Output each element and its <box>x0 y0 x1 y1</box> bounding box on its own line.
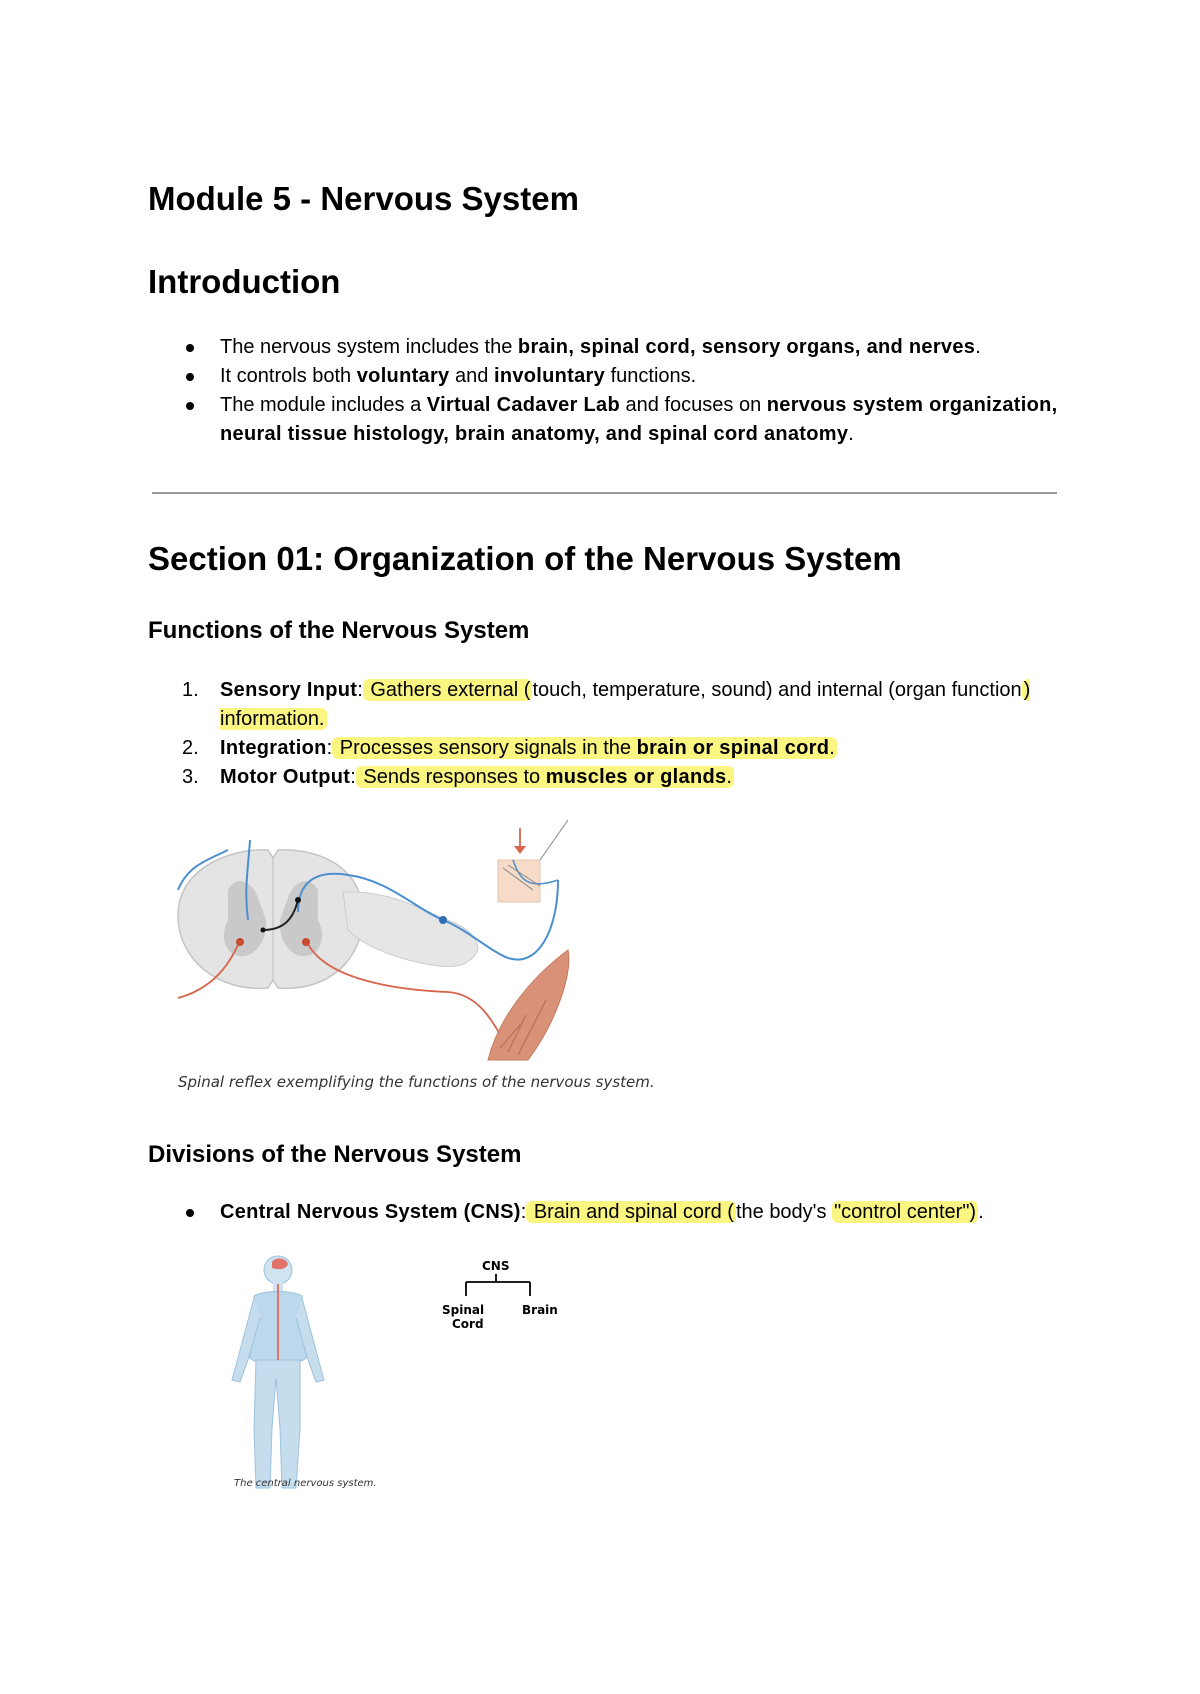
spinal-reflex-illustration <box>148 820 708 1100</box>
list-item: The module includes a Virtual Cadaver Lab and focuses on nervous system organization, neural tissue histology, brain anatomy, and spinal cord anatomy. <box>148 391 1078 449</box>
cns-right-label: Brain <box>522 1303 558 1317</box>
bullet-icon <box>186 1209 194 1217</box>
bullet-icon <box>186 344 194 352</box>
divisions-heading: Divisions of the Nervous System <box>148 1141 522 1168</box>
figure-caption: The central nervous system. <box>234 1478 377 1489</box>
divisions-list <box>148 1198 1078 1227</box>
human-body-illustration <box>220 1248 380 1508</box>
functions-heading: Functions of the Nervous System <box>148 617 530 644</box>
list-item: The nervous system includes the brain, spinal cord, sensory organs, and nerves. <box>148 333 1078 362</box>
horizontal-divider <box>152 492 1057 494</box>
introduction-list <box>148 333 1078 449</box>
figure-caption: Spinal reflex exemplifying the functions of the nervous system. <box>178 1073 655 1091</box>
cns-root-label: CNS <box>482 1259 510 1273</box>
introduction-heading: Introduction <box>148 263 341 300</box>
list-item: Central Nervous System (CNS): Brain and spinal cord ( the body's "control center") . <box>148 1198 1078 1227</box>
list-item: 1. Sensory Input: Gathers external ( touch, temperature, sound) and internal (organ function ) information. <box>182 679 1031 730</box>
page-title: Module 5 - Nervous System <box>148 180 579 217</box>
bullet-icon <box>186 402 194 410</box>
cns-left-label: Spinal <box>442 1303 485 1317</box>
cns-diagram <box>430 1250 590 1350</box>
bullet-icon <box>186 373 194 381</box>
section-heading: Section 01: Organization of the Nervous System <box>148 540 902 577</box>
list-item: 2. Integration: Processes sensory signals in the brain or spinal cord. <box>182 737 835 759</box>
cns-left-label-2: Cord <box>452 1317 484 1331</box>
list-item: It controls both voluntary and involuntary functions. <box>148 362 1078 391</box>
functions-list <box>148 676 1048 792</box>
list-item: 3. Motor Output: Sends responses to muscles or glands. <box>182 766 732 788</box>
